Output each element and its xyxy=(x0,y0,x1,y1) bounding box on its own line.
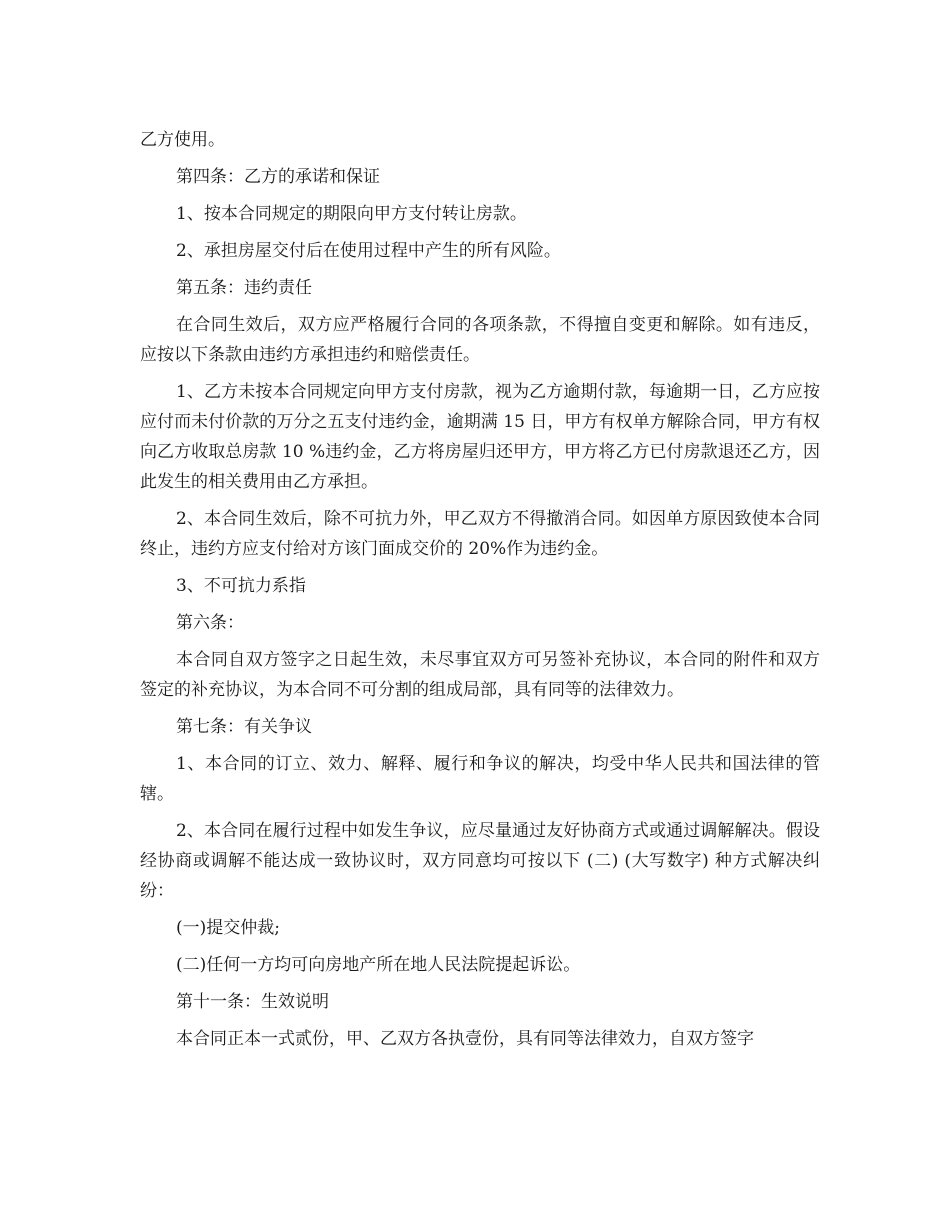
paragraph: 2、承担房屋交付后在使用过程中产生的所有风险。 xyxy=(176,241,561,261)
paragraph: 2、本合同在履行过程中如发生争议，应尽量通过友好协商方式或通过调解解决。假设经协商或调解不能达成一致协议时，双方同意均可按以下 (二) (大写数字) 种方式解决纠纷： xyxy=(140,821,820,901)
paragraph: 1、按本合同规定的期限向甲方支付转让房款。 xyxy=(176,204,527,224)
paragraph: 在合同生效后，双方应严格履行合同的各项条款，不得擅自变更和解除。如有违反，应按以下条款由违约方承担违约和赔偿责任。 xyxy=(140,315,820,365)
paragraph: 本合同正本一式贰份，甲、乙双方各执壹份，具有同等法律效力，自双方签字 xyxy=(176,1029,754,1049)
article-7-heading: 第七条：有关争议 xyxy=(176,717,312,737)
paragraph: 3、不可抗力系指 xyxy=(176,576,306,596)
paragraph: (一)提交仲裁; xyxy=(176,918,280,938)
paragraph: (二)任何一方均可向房地产所在地人民法院提起诉讼。 xyxy=(176,955,581,975)
article-5-heading: 第五条：违约责任 xyxy=(176,278,312,298)
paragraph: 1、本合同的订立、效力、解释、履行和争议的解决，均受中华人民共和国法律的管辖。 xyxy=(140,754,820,804)
article-6-heading: 第六条： xyxy=(176,613,244,633)
paragraph: 本合同自双方签字之日起生效，未尽事宜双方可另签补充协议，本合同的附件和双方签定的补充协议，为本合同不可分割的组成局部，具有同等的法律效力。 xyxy=(140,650,820,700)
document-body xyxy=(140,125,820,1061)
paragraph: 2、本合同生效后，除不可抗力外，甲乙双方不得撤消合同。如因单方原因致使本合同终止，违约方应支付给对方该门面成交价的 20%作为违约金。 xyxy=(140,509,820,559)
paragraph: 1、乙方未按本合同规定向甲方支付房款，视为乙方逾期付款，每逾期一日，乙方应按应付而未付价款的万分之五支付违约金，逾期满 15 日，甲方有权单方解除合同，甲方有权向乙方收取总房款 10 %违约金，乙方将房屋归还甲方，甲方将乙方已付房款退还乙方，因此发生的相关费用由乙方承担。 xyxy=(140,382,820,492)
paragraph: 乙方使用。 xyxy=(140,130,225,150)
article-4-heading: 第四条：乙方的承诺和保证 xyxy=(176,167,380,187)
article-11-heading: 第十一条：生效说明 xyxy=(176,992,329,1012)
